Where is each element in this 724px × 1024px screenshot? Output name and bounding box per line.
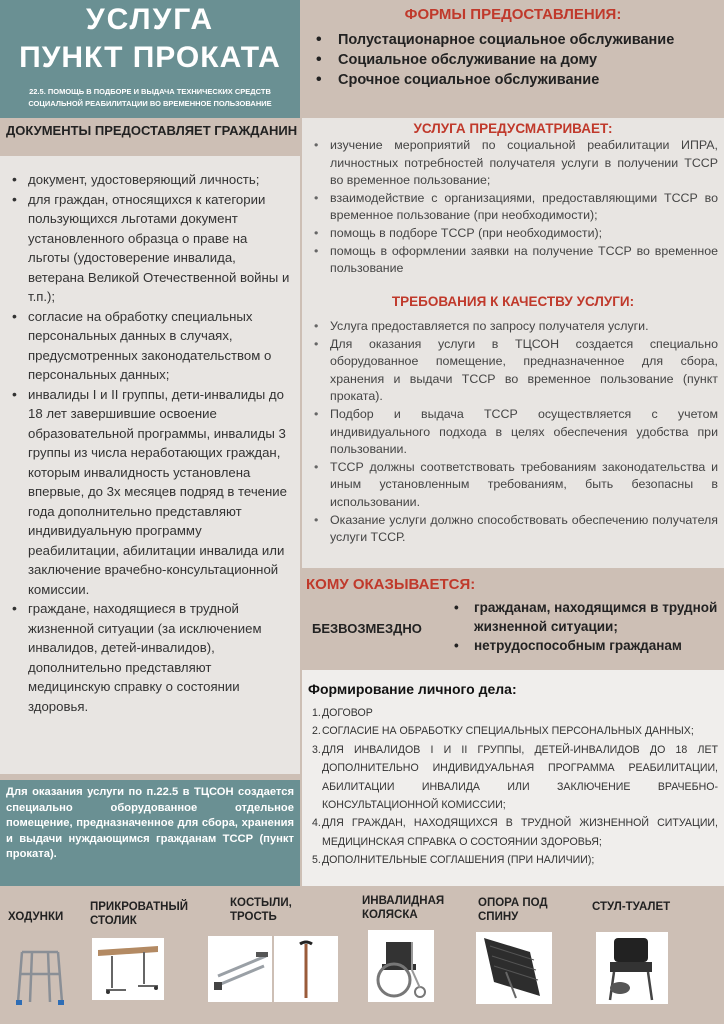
list-item: • помощь в подборе ТССР (при необходимости); <box>312 225 718 243</box>
equipment-strip <box>0 886 724 1024</box>
item-text: ДОГОВОР <box>322 707 373 719</box>
personal-file-section <box>302 670 724 886</box>
forms-list <box>316 30 716 90</box>
documents-heading: ДОКУМЕНТЫ ПРЕДОСТАВЛЯЕТ ГРАЖДАНИН <box>0 118 300 156</box>
item-text: ДОПОЛНИТЕЛЬНЫЕ СОГЛАШЕНИЯ (ПРИ НАЛИЧИИ); <box>322 854 595 867</box>
title-banner <box>0 0 300 118</box>
wheelchair-label: ИНВАЛИДНАЯ КОЛЯСКА <box>362 895 445 921</box>
list-item: • взаимодействие с организациями, предоставляющими ТССР во временное пользование (при необходимости); <box>312 190 718 225</box>
backrest-image <box>476 932 552 1004</box>
item-number: 3. <box>312 743 321 756</box>
list-item: • инвалиды I и II группы, дети-инвалиды до 18 лет завершившие освоение образовательной программы, инвалиды 3 группы из числа неработающих граждан, которым инвалидность установлена впервые, до 3х месяцев подряд в течение года дополнительно представляют индивидуальную программу реабилитации, абилитации инвалида или заключение врачебно-консультационной комиссии. <box>12 385 292 600</box>
quality-heading: ТРЕБОВАНИЯ К КАЧЕСТВУ УСЛУГИ: <box>391 294 635 309</box>
personal-file-list <box>312 704 718 870</box>
title-line-1: УСЛУГА <box>85 3 215 36</box>
list-item: • согласие на обработку специальных персональных данных в случаях, предусмотренных законодательством о персональных данных; <box>12 307 292 385</box>
personal-file-heading: Формирование личного дела: <box>308 681 517 697</box>
list-item <box>312 814 718 851</box>
item-text: СОГЛАСИЕ НА ОБРАБОТКУ СПЕЦИАЛЬНЫХ ПЕРСОНАЛЬНЫХ ДАННЫХ; <box>322 725 694 738</box>
list-item <box>312 722 718 740</box>
item-text: ДЛЯ ГРАЖДАН, НАХОДЯЩИХСЯ В ТРУДНОЙ ЖИЗНЕННОЙ СИТУАЦИИ, МЕДИЦИНСКАЯ СПРАВКА О СОСТОЯНИИ ЗДОРОВЬЯ; <box>322 817 718 848</box>
documents-section <box>0 156 300 774</box>
item-number: 5. <box>312 854 321 867</box>
service-heading: УСЛУГА ПРЕДУСМАТРИВАЕТ: <box>413 121 613 136</box>
list-item: • Для оказания услуги в ТЦСОН создается специально оборудованное помещение, предназначенное для сбора, хранения и выдачи ТССР во временное пользование (пункт проката). <box>312 336 718 406</box>
list-item <box>312 851 718 869</box>
table-label: ПРИКРОВАТНЫЙ СТОЛИК <box>90 901 189 927</box>
list-item: • Срочное социальное обслуживание <box>316 70 716 90</box>
toilet-chair-image <box>596 932 668 1004</box>
walker-label: ХОДУНКИ <box>8 911 64 923</box>
rental-point-note: Для оказания услуги по п.22.5 в ТЦСОН создается специально оборудованное отдельное помещение, предназначенное для сбора, хранения и выдачи нуждающимся гражданам ТССР (пункт проката). <box>0 780 300 886</box>
list-item: • помощь в оформлении заявки на получение ТССР во временное пользование <box>312 243 718 278</box>
bedside-table-image <box>92 938 164 1000</box>
forms-section <box>302 0 724 118</box>
forms-heading: ФОРМЫ ПРЕДОСТАВЛЕНИЯ: <box>404 6 622 23</box>
backrest-label: ОПОРА ПОД СПИНУ <box>478 897 548 923</box>
list-item: • Оказание услуги должно способствовать обеспечению получателя услуги ТССР. <box>312 512 718 547</box>
list-item: • для граждан, относящихся к категории пользующихся льготами документ установленного образца о праве на льготы (удостоверение инвалида, ветерана Великой Отечественной войны и т.п.); <box>12 190 292 307</box>
item-number: 1. <box>312 707 321 719</box>
list-item: • ТССР должны соответствовать требованиям законодательства и иным установленным требованиям, быть безопасны в использовании. <box>312 459 718 512</box>
service-section <box>302 118 724 568</box>
list-item: • изучение мероприятий по социальной реабилитации ИПРА, личностных потребностей получателя услуги в получении ТССР во временное пользование; <box>312 137 718 190</box>
list-item: • нетрудоспособным гражданам <box>452 636 722 655</box>
item-number: 4. <box>312 817 321 830</box>
title-line-2: ПУНКТ ПРОКАТА <box>19 41 281 74</box>
list-item <box>312 741 718 815</box>
whom-list <box>452 598 722 655</box>
list-item: • граждане, находящиеся в трудной жизненной ситуации (за исключением инвалидов, детей-инвалидов), дополнительно представляют медицинскую справку о состоянии здоровья. <box>12 599 292 716</box>
whom-heading: КОМУ ОКАЗЫВАЕТСЯ: <box>306 576 476 593</box>
item-text: ДЛЯ ИНВАЛИДОВ I И II ГРУППЫ, ДЕТЕЙ-ИНВАЛИДОВ ДО 18 ЛЕТ ДОПОЛНИТЕЛЬНО ИНДИВИДУАЛЬНАЯ ПРОГРАММА РЕАБИЛИТАЦИИ, АБИЛИТАЦИИ ИНВАЛИДА ИЛИ ЗАКЛЮЧЕНИЕ ВРАЧЕБНО-КОНСУЛЬТАЦИОННОЙ КОМИССИИ; <box>322 743 718 812</box>
crutches-image <box>208 936 272 1002</box>
wheelchair-image <box>368 930 434 1002</box>
cane-image <box>274 936 338 1002</box>
service-list <box>312 137 718 278</box>
whom-section <box>302 568 724 670</box>
list-item: • гражданам, находящимся в трудной жизненной ситуации; <box>452 598 722 636</box>
list-item <box>312 704 718 722</box>
subtitle: 22.5. ПОМОЩЬ В ПОДБОРЕ И ВЫДАЧА ТЕХНИЧЕСКИХ СРЕДСТВ СОЦИАЛЬНОЙ РЕАБИЛИТАЦИИ ВО ВРЕМЕННОЕ ПОЛЬЗОВАНИЕ <box>28 87 272 108</box>
crutches-label: КОСТЫЛИ, ТРОСТЬ <box>230 897 292 923</box>
toilet-chair-label: СТУЛ-ТУАЛЕТ <box>592 901 671 913</box>
documents-list <box>12 170 292 716</box>
list-item: • Услуга предоставляется по запросу получателя услуги. <box>312 318 718 336</box>
list-item: • Подбор и выдача ТССР осуществляется с учетом индивидуального подхода в целях обеспечения удобства при пользовании. <box>312 406 718 459</box>
list-item: • Полустационарное социальное обслуживание <box>316 30 716 50</box>
free-of-charge-label: БЕЗВОЗМЕЗДНО <box>312 621 422 636</box>
walker-image <box>10 944 70 1006</box>
list-item: • документ, удостоверяющий личность; <box>12 170 292 190</box>
item-number: 2. <box>312 725 321 738</box>
list-item: • Социальное обслуживание на дому <box>316 50 716 70</box>
quality-list <box>312 318 718 547</box>
